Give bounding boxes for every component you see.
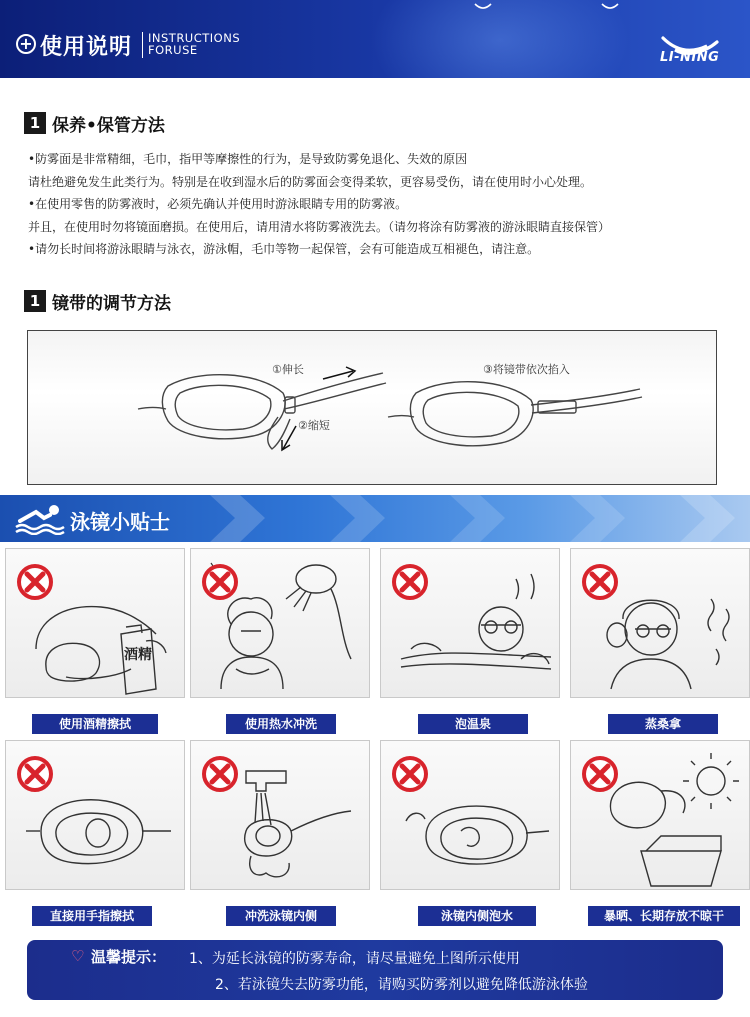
care-instructions — [28, 148, 728, 261]
heart-icon: ♡ — [71, 947, 85, 965]
swimmer-icon — [14, 501, 66, 535]
x-icon — [16, 563, 54, 601]
x-icon — [391, 755, 429, 793]
strap-label-tuck: ③将镜带依次掐入 — [483, 363, 570, 376]
section-care-heading — [24, 112, 165, 134]
tip-caption: 使用热水冲洗 — [226, 714, 336, 734]
strap-label-extend: ①伸长 — [272, 363, 304, 376]
tips-banner — [0, 495, 750, 542]
title-english-line1: INSTRUCTIONS — [148, 31, 241, 45]
tips-title: 泳镜小贴士 — [70, 510, 170, 534]
bottle-label: 酒精 — [124, 647, 152, 663]
title-english-line2: FORUSE — [148, 43, 198, 57]
section-strap-heading — [24, 290, 171, 312]
care-line: •请勿长时间将游泳眼睛与泳衣，游泳帽，毛巾等物一起保管，会有可能造成互相褪色，请注意。 — [28, 242, 540, 256]
tip-caption: 泡温泉 — [418, 714, 528, 734]
header-banner — [0, 0, 750, 78]
care-line: 并且，在使用时勿将镜面磨损。在使用后，请用清水将防雾液洗去。（请勿将涂有防雾液的游泳眼睛直接保管） — [28, 219, 611, 234]
x-icon — [581, 755, 619, 793]
tips-grid — [0, 542, 750, 934]
section-number-badge: 1 — [24, 112, 46, 134]
x-icon — [201, 755, 239, 793]
warm-tips-line2: 2、若泳镜失去防雾功能，请购买防雾剂以避免降低游泳体验 — [215, 977, 588, 993]
tip-card-hot-spring — [380, 548, 560, 698]
header-glow — [370, 0, 630, 78]
x-icon — [201, 563, 239, 601]
x-icon — [581, 563, 619, 601]
strap-adjust-diagram — [27, 330, 717, 485]
x-icon — [391, 563, 429, 601]
strap-label-shorten: ②缩短 — [298, 419, 330, 432]
page-title: 使用说明 — [40, 35, 133, 60]
x-icon — [16, 755, 54, 793]
tip-card-sun-storage — [570, 740, 750, 890]
section-title: 镜带的调节方法 — [52, 293, 171, 314]
section-number-badge: 1 — [24, 290, 46, 312]
chevron-decoration-icon — [210, 495, 750, 542]
brand-name: LI-NING — [660, 50, 720, 65]
tip-card-soak — [380, 740, 560, 890]
title-divider — [142, 32, 143, 58]
tip-caption: 直接用手指擦拭 — [32, 906, 152, 926]
brand-mark-small-icon — [473, 2, 493, 12]
care-line: •防雾面是非常精细，毛巾，指甲等摩擦性的行为，是导致防雾免退化、失效的原因 — [28, 152, 468, 166]
tip-caption: 冲洗泳镜内侧 — [226, 906, 336, 926]
tip-card-faucet — [190, 740, 370, 890]
tip-caption: 使用酒精擦拭 — [32, 714, 158, 734]
tip-card-alcohol — [5, 548, 185, 698]
warm-tips-line1: 1、为延长泳镜的防雾寿命，请尽量避免上图所示使用 — [189, 951, 520, 967]
tip-caption: 暴晒、长期存放不晾干 — [588, 906, 740, 926]
warm-tips-box — [27, 940, 723, 1000]
warm-tips-label: 温馨提示： — [91, 948, 167, 966]
tip-card-sauna — [570, 548, 750, 698]
care-line: •在使用零售的防雾液时，必须先确认并使用时游泳眼睛专用的防雾液。 — [28, 197, 408, 211]
care-line: 请杜绝避免发生此类行为。特别是在收到湿水后的防雾面会变得柔软，更容易受伤，请在使用时小心处理。 — [28, 174, 593, 189]
tip-caption: 泳镜内侧泡水 — [418, 906, 536, 926]
tip-card-finger-wipe — [5, 740, 185, 890]
section-title: 保养•保管方法 — [52, 115, 165, 136]
tip-caption: 蒸桑拿 — [608, 714, 718, 734]
goggles-strap-illustration — [28, 331, 718, 486]
plus-circle-icon: + — [16, 34, 36, 54]
title-english — [148, 32, 240, 56]
tip-card-hot-water — [190, 548, 370, 698]
brand-mark-small-icon — [600, 2, 620, 12]
